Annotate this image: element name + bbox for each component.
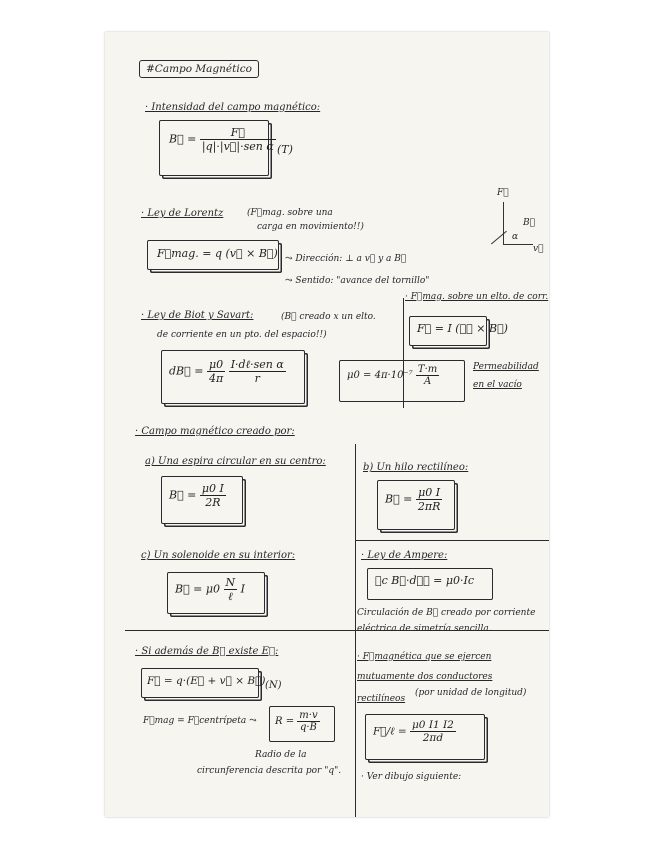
mutual-formula — [373, 719, 456, 744]
espira-fraction — [200, 482, 226, 509]
intensity-heading: · Intensidad del campo magnético: — [145, 102, 321, 113]
axis-alpha-label: α — [512, 232, 519, 242]
force-element-heading: · F⃗mag. sobre un elto. de corr. — [405, 292, 549, 302]
intensity-unit: (T) — [277, 143, 293, 156]
mutual-heading: · F⃗magnética que se ejercen — [357, 652, 492, 662]
vacuum-label: en el vacío — [473, 380, 522, 390]
radius-note1: Radio de la — [255, 750, 307, 760]
hilo-num: μ0 I — [416, 486, 443, 500]
permeability-label: Permeabilidad — [473, 362, 539, 372]
mu-formula — [347, 364, 439, 387]
mu-num: T·m — [417, 364, 438, 375]
axis-b-label: B⃗ — [523, 218, 536, 228]
mutual-lhs: F⃗/ℓ = — [373, 725, 407, 738]
biot-num2: I·dℓ·sen α — [230, 358, 284, 371]
espira-den: 2R — [205, 496, 221, 509]
intensity-den: |q|·|v⃗|·sen α — [201, 140, 274, 153]
mutual-fraction — [410, 719, 456, 744]
biot-fraction-1 — [207, 358, 225, 385]
solenoide-rhs: I — [240, 582, 246, 596]
radius-note2: circunferencia descrita por "q". — [197, 766, 342, 776]
radius-formula — [275, 710, 320, 733]
ampere-note1: Circulación de B⃗ creado por corriente — [357, 608, 536, 618]
biot-note2: de corriente en un pto. del espacio!!) — [157, 330, 327, 340]
intensity-fraction — [200, 126, 276, 153]
axis-v-label: v⃗ — [533, 244, 544, 254]
axis-diagonal — [491, 231, 507, 245]
biot-formula — [169, 358, 286, 385]
notebook-page — [105, 32, 549, 817]
biot-num1: μ0 — [207, 358, 225, 372]
solenoide-formula — [175, 576, 245, 603]
hilo-lhs: B⃗ = — [385, 492, 413, 506]
mutual-line2: mutuamente dos conductores — [357, 672, 493, 682]
espira-heading: a) Una espira circular en su centro: — [145, 456, 326, 467]
lorentz-formula: F⃗mag. = q (v⃗ × B⃗) — [157, 247, 278, 260]
divider-horizontal-1 — [355, 540, 549, 541]
mutual-note: (por unidad de longitud) — [415, 688, 527, 698]
biot-lhs: dB⃗ = — [169, 364, 204, 378]
biot-den1: 4π — [208, 372, 224, 385]
mutual-line3: rectilíneos — [357, 694, 406, 704]
lorentz-note2: carga en movimiento!!) — [257, 222, 364, 232]
created-heading: · Campo magnético creado por: — [135, 426, 295, 437]
axis-horizontal — [503, 244, 533, 245]
combined-relation: F⃗mag = F⃗centrípeta ⤳ — [143, 716, 257, 726]
hilo-fraction — [416, 486, 443, 513]
biot-fraction-2 — [229, 358, 286, 385]
lorentz-heading: · Ley de Lorentz — [141, 208, 224, 219]
biot-den2: r — [254, 372, 260, 385]
lorentz-direction: ⤳ Dirección: ⊥ a v⃗ y a B⃗ — [285, 254, 407, 264]
force-element-formula: F⃗ = I (ℓ⃗ × B⃗) — [417, 322, 508, 335]
hilo-heading: b) Un hilo rectilíneo: — [363, 462, 469, 473]
combined-heading: · Si además de B⃗ existe E⃗: — [135, 646, 279, 657]
mutual-den: 2πd — [422, 732, 444, 744]
axis-f-label: F⃗ — [497, 188, 509, 198]
radius-lhs: R = — [275, 716, 295, 727]
axis-vertical — [503, 202, 504, 244]
espira-lhs: B⃗ = — [169, 488, 197, 502]
combined-unit: (N) — [265, 680, 282, 691]
espira-formula — [169, 482, 226, 509]
mu-fraction — [416, 364, 439, 387]
mutual-see-drawing: · Ver dibujo siguiente: — [361, 772, 462, 782]
lorentz-sense: ⤳ Sentido: "avance del tornillo" — [285, 276, 430, 286]
lorentz-note1: (F⃗mag. sobre una — [247, 208, 333, 218]
solenoide-num: N — [225, 576, 236, 589]
radius-fraction — [297, 710, 319, 733]
espira-num: μ0 I — [201, 482, 224, 495]
mu-lhs: μ0 = 4π·10⁻⁷ — [347, 370, 413, 381]
solenoide-fraction — [224, 576, 238, 603]
ampere-note2: eléctrica de simetría sencilla. — [357, 624, 492, 634]
intensity-num: F⃗ — [200, 126, 276, 140]
radius-num: m·v — [299, 710, 318, 721]
radius-den: q·B — [299, 722, 317, 733]
intensity-lhs: B⃗ = — [169, 132, 197, 146]
hilo-formula — [385, 486, 442, 513]
ampere-formula: ∮c B⃗·dℓ⃗ = μ0·Ic — [375, 574, 475, 587]
intensity-formula — [169, 126, 276, 153]
biot-heading: · Ley de Biot y Savart: — [141, 310, 254, 321]
hilo-den: 2πR — [417, 500, 441, 513]
solenoide-den: ℓ — [228, 590, 233, 603]
ampere-heading: · Ley de Ampere: — [361, 550, 448, 561]
page-title: #Campo Magnético — [139, 60, 259, 78]
solenoide-lhs: B⃗ = μ0 — [175, 582, 221, 596]
solenoide-heading: c) Un solenoide en su interior: — [141, 550, 296, 561]
mu-den: A — [423, 376, 432, 387]
combined-formula: F⃗ = q·(E⃗ + v⃗ × B⃗) — [147, 675, 266, 687]
biot-note1: (B⃗ creado x un elto. — [281, 312, 376, 322]
mutual-num: μ0 I1 I2 — [411, 719, 454, 731]
